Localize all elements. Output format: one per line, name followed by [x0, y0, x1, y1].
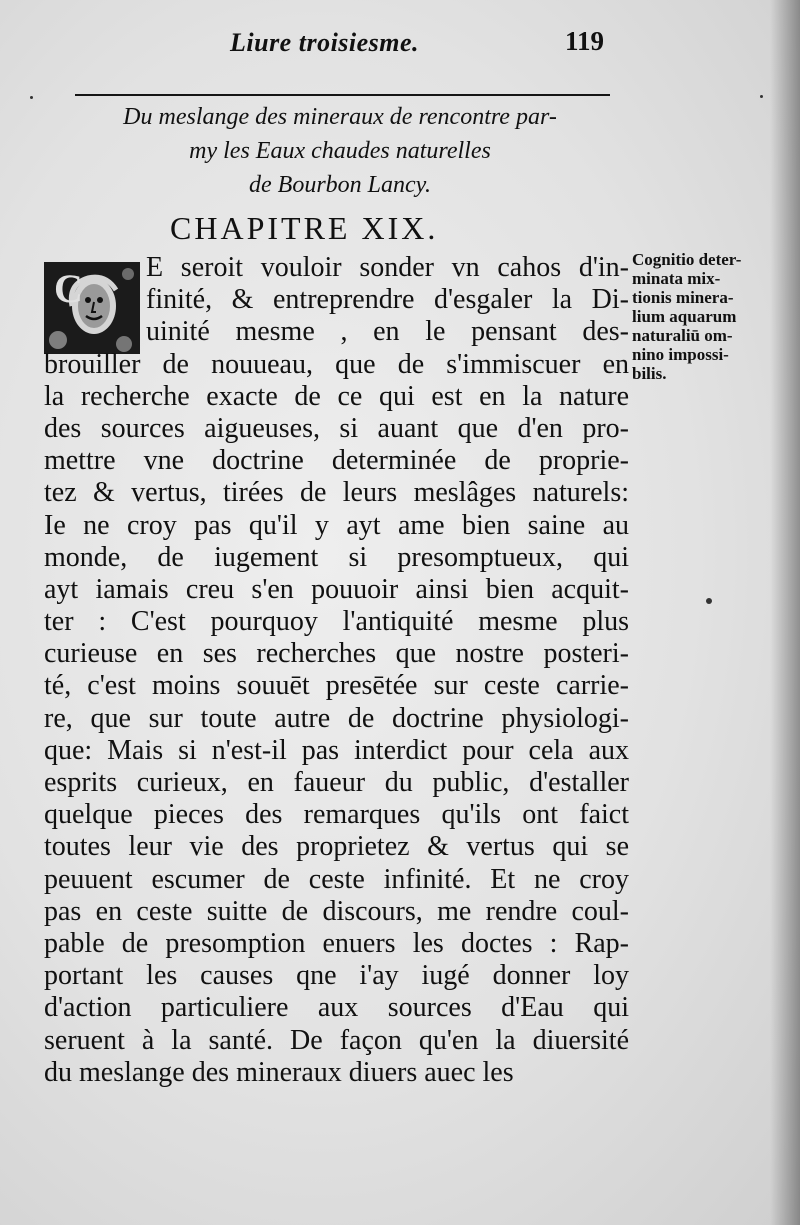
text-line: seruent à la santé. De façon qu'en la diuersité: [44, 1024, 629, 1056]
text-line: d'action particuliere aux sources d'Eau qui: [44, 992, 629, 1024]
text-line: Ie ne croy pas qu'il y ayt ame bien saine au: [44, 509, 629, 541]
text-line: E seroit vouloir sonder vn cahos d'in-: [146, 252, 629, 283]
paper-speck: [706, 598, 712, 604]
text-line: portant les causes qne i'ay iugé donner loy: [44, 960, 629, 992]
margin-line: lium aquarum: [632, 307, 737, 326]
page-edge-shadow: [770, 0, 800, 1225]
title-line: my les Eaux chaudes naturelles: [189, 138, 491, 164]
section-title: [70, 100, 610, 202]
text-line: ter : C'est pourquoy l'antiquité mesme plus: [44, 606, 629, 638]
chapter-heading: CHAPITRE XIX.: [170, 210, 439, 246]
text-line: esprits curieux, en faueur du public, d'estaller: [44, 767, 629, 798]
text-line: re, que sur toute autre de doctrine physiologi-: [44, 702, 629, 734]
text-line: la recherche exacte de ce qui est en la nature: [44, 380, 629, 412]
text-line: pable de presomption enuers les doctes : Rap-: [44, 927, 629, 959]
text-line: monde, de iugement si presomptueux, qui: [44, 541, 629, 573]
page-number: 119: [565, 26, 605, 56]
margin-line: Cognitio deter-: [632, 250, 742, 269]
text-line: uinité mesme , en le pensant des-: [146, 316, 629, 348]
body-text: [44, 252, 629, 1089]
paper-speck: [760, 95, 763, 98]
text-line: quelque pieces des remarques qu'ils ont faict: [44, 799, 629, 831]
text-line: curieuse en ses recherches que nostre posteri-: [44, 638, 629, 670]
text-line: finité, & entreprendre d'esgaler la Di-: [146, 284, 629, 316]
header-rule: [75, 94, 610, 96]
paper-speck: [30, 96, 33, 99]
margin-line: minata mix-: [632, 269, 721, 288]
text-line: peuuent escumer de ceste infinité. Et ne croy: [44, 863, 629, 895]
text-line: ayt iamais creu s'en pouuoir ainsi bien acquit-: [44, 573, 629, 605]
margin-line: nino impossi-: [632, 345, 729, 364]
text-line: pas en ceste suitte de discours, me rendre coul-: [44, 895, 629, 927]
margin-line: bilis.: [632, 364, 667, 383]
marginal-note: [632, 250, 767, 383]
title-line: Du meslange des mineraux de rencontre par-: [123, 104, 557, 130]
drop-cap-letter: C: [54, 266, 83, 311]
text-line: tez & vertus, tirées de leurs meslâges naturels:: [44, 477, 629, 509]
text-line: toutes leur vie des proprietez & vertus qui se: [44, 831, 629, 863]
margin-line: naturaliū om-: [632, 326, 733, 345]
text-line: que: Mais si n'est-il pas interdict pour cela aux: [44, 734, 629, 766]
title-line: de Bourbon Lancy.: [249, 172, 431, 198]
text-line: des sources aigueuses, si auant que d'en pro-: [44, 412, 629, 444]
text-line: mettre vne doctrine determinée de propriе-: [44, 445, 629, 477]
margin-line: tionis minera-: [632, 288, 734, 307]
text-line: té, c'est moins souuēt presētée sur ceste carrie-: [44, 670, 629, 702]
text-line: du meslange des mineraux diuers auec les: [44, 1056, 514, 1088]
text-line: brouiller de nouueau, que de s'immiscuer en: [44, 348, 629, 380]
running-head: Liure troisiesme.: [230, 28, 420, 57]
